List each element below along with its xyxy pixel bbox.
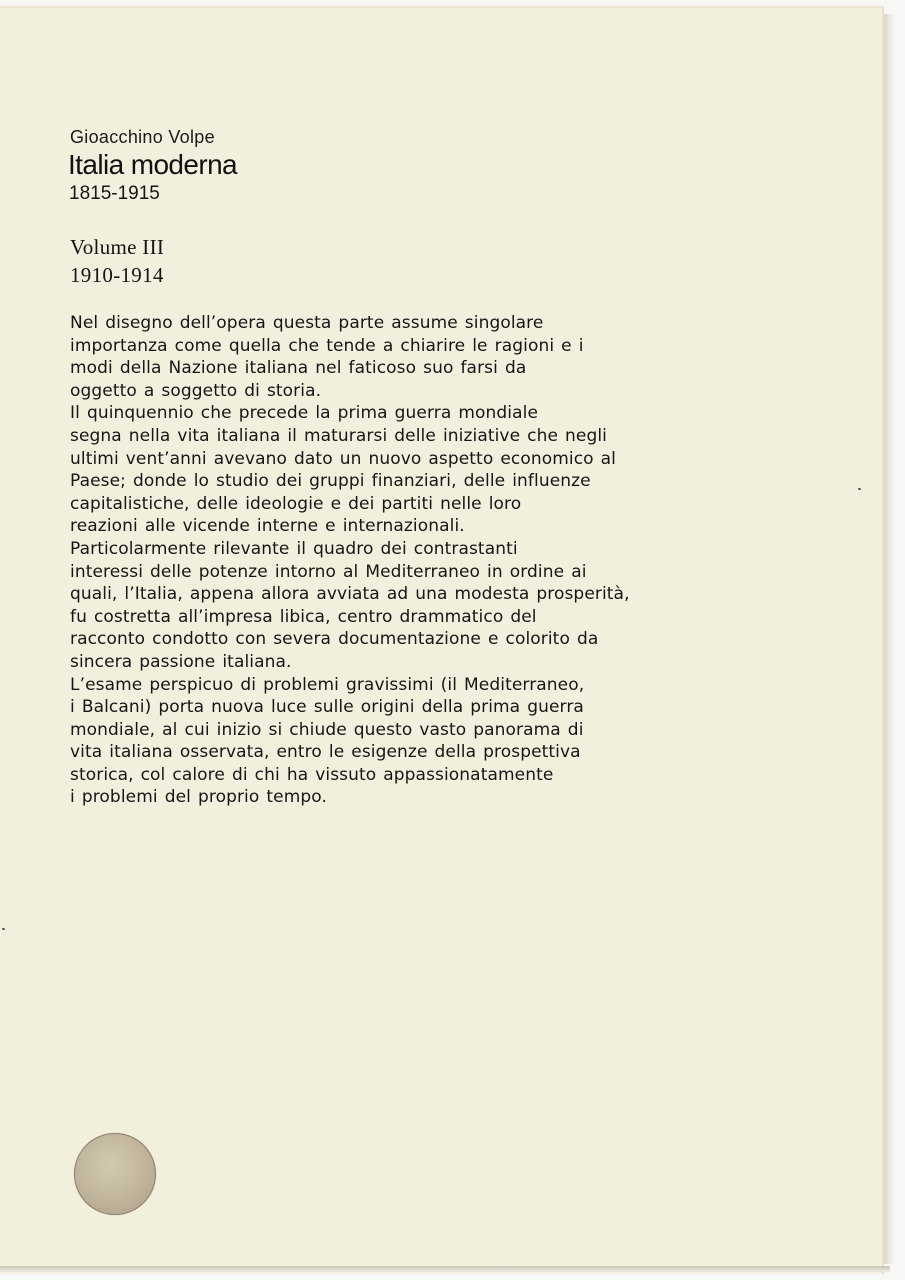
description-line: segna nella vita italiana il maturarsi delle iniziative che negli [70, 425, 607, 446]
description-line: ultimi vent’anni avevano dato un nuovo aspetto economico al [70, 448, 616, 469]
author-name: Gioacchino Volpe [70, 127, 215, 147]
description-line: racconto condotto con severa documentazione e colorito da [70, 629, 599, 650]
volume-years: 1910-1914 [70, 263, 164, 287]
page-edge-bottom [0, 1266, 890, 1272]
description-line: Nel disegno dell’opera questa parte assume singolare [70, 313, 544, 333]
volume-label: Volume III [70, 235, 165, 259]
description-line: i Balcani) porta nuova luce sulle origini della prima guerra [70, 697, 584, 718]
description-line: interessi delle potenze intorno al Mediterraneo in ordine ai [70, 561, 587, 582]
book-years: 1815-1915 [69, 183, 160, 204]
description-line: fu costretta all’impresa libica, centro drammatico del [70, 606, 537, 627]
description-line: Paese; donde lo studio dei gruppi finanziari, delle influenze [70, 471, 591, 492]
description-line: L’esame perspicuo di problemi gravissimi (il Mediterraneo, [70, 674, 585, 695]
description-line: reazioni alle vicende interne e internazionali. [70, 516, 465, 537]
paper-speck [2, 928, 5, 930]
description-line: importanza come quella che tende a chiarire le ragioni e i [70, 335, 584, 356]
description-line: quali, l’Italia, appena allora avviata ad una modesta prosperità, [70, 584, 630, 605]
description-line: capitalistiche, delle ideologie e dei partiti nelle loro [70, 493, 522, 514]
book-title: Italia moderna [68, 149, 238, 180]
description-line: vita italiana osservata, entro le esigenze della prospettiva [70, 742, 581, 763]
description-line: mondiale, al cui inizio si chiude questo vasto panorama di [70, 719, 584, 740]
round-sticker [74, 1133, 156, 1215]
description-line: sincera passione italiana. [70, 651, 292, 672]
description-line: storica, col calore di chi ha vissuto appassionatamente [70, 764, 554, 785]
description-line: Il quinquennio che precede la prima guerra mondiale [70, 403, 539, 424]
paper-speck [858, 488, 861, 490]
page-edge-right [884, 14, 894, 1264]
description-line: i problemi del proprio tempo. [70, 787, 327, 808]
description-line: oggetto a soggetto di storia. [70, 380, 322, 401]
description-text [70, 312, 770, 809]
description-line: Particolarmente rilevante il quadro dei contrastanti [70, 538, 518, 559]
description-line: modi della Nazione italiana nel faticoso suo farsi da [70, 358, 527, 379]
book-back-cover [0, 6, 884, 1274]
